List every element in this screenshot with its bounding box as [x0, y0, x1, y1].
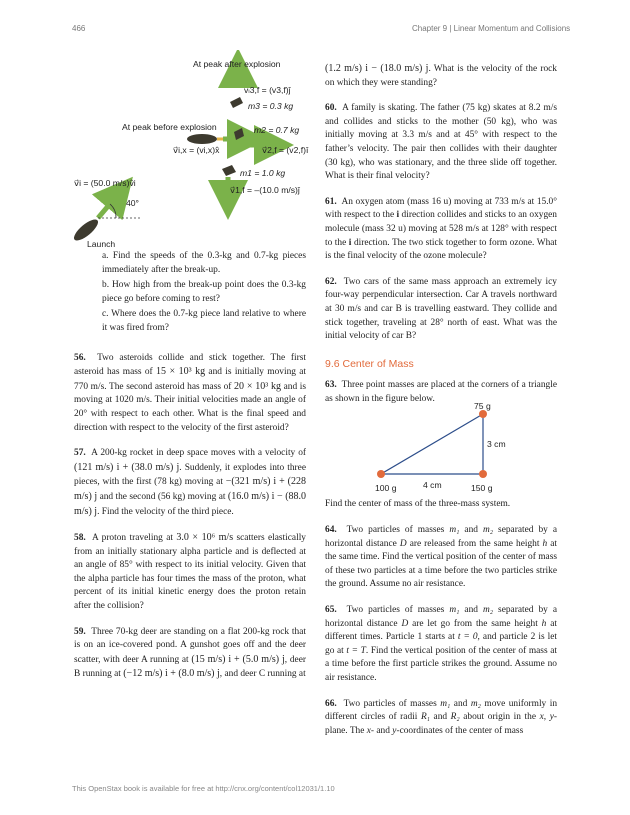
label-vi: v⃗i = (50.0 m/s)v̂i [74, 178, 136, 188]
label-angle: 40° [126, 198, 139, 208]
problem-60: 60. A family is skating. The father (75 kg) skates at 8.2 m/s and collides and sticks to the mother (50 kg), who was initially moving at 3.3 m/s and at 45° with respect to the father’s velocity. The pair then collides with their daughter (30 kg), who was stationary, and the three slide off together. What is their final velocity? [325, 103, 557, 182]
label-3cm: 3 cm [487, 439, 506, 450]
problem-55-c: c. Where does the 0.7-kg piece land relative to where it was fired from? [102, 309, 306, 333]
problem-62: 62. Two cars of the same mass approach an extremely icy four-way perpendicular intersection. Car A travels northward at 30 m/s and car B is travelling eastward. They collide and stick together, traveling at 28° north of east. What was the initial velocity of car B? [325, 276, 557, 342]
label-100g: 100 g [375, 483, 397, 494]
fragment-m1 [222, 165, 236, 176]
label-m1: m1 = 1.0 kg [240, 168, 286, 178]
label-vix: v⃗i,x = (vi,x)x̂ [173, 145, 220, 155]
problem-61: 61. An oxygen atom (mass 16 u) moving at 733 m/s at 15.0° with respect to the i direction collides and sticks to an oxygen molecule (mass 32 u) moving at 528 m/s at 128° with respect to the i direction. The two stick together to form ozone. What is the final velocity of the ozone molecule? [325, 196, 558, 262]
fragment-m3 [230, 97, 243, 108]
label-v1f: v⃗1,f = –(10.0 m/s)ĵ [230, 185, 300, 195]
problem-55-parts [102, 250, 306, 336]
problem-66: 66. Two particles of masses m₁ and m₂ move uniformly in different circles of radii R₁ and R₂ about origin in the x, y-plane. The x- and y-coordinates of the center of mass [325, 698, 558, 736]
vi-arrow [98, 192, 120, 218]
section-title: 9.6 Center of Mass [325, 357, 414, 370]
label-4cm: 4 cm [423, 480, 442, 491]
problem-63-question: Find the center of mass of the three-mass system. [325, 499, 511, 510]
label-peak-before: At peak before explosion [122, 122, 217, 132]
footer-note: This OpenStax book is available for free at http://cnx.org/content/col12031/1.10 [72, 784, 335, 793]
problem-56: 56. Two asteroids collide and stick together. The first asteroid has mass of 15 × 10³ kg and is initially moving at 770 m/s. The second asteroid has mass of 20 × 10³ kg and is moving at 1020 m/s. Their initial velocities made an angle of 20° with respect to each other. What is the final speed and direction with respect to the velocity of the first asteroid? [74, 352, 307, 433]
problem-57: 57. A 200-kg rocket in deep space moves with a velocity of (121 m/s) i + (38.0 m/s) j. Suddenly, it explodes into three pieces, with the first (78 kg) moving at −(321 m/s) i + (228 m/s) j and the second (56 kg) moving at (16.0 m/s) i − (88.0 m/s) j. Find the velocity of the third piece. [74, 448, 307, 517]
label-75g: 75 g [474, 401, 491, 412]
label-v2f: v⃗2,f = (v2,f)î [262, 145, 309, 155]
problem-65: 65. Two particles of masses m₁ and m₂ separated by a horizontal distance D are let go from the same height h at different times. Particle 1 starts at t = 0, and particle 2 is let go at t = T. Find the vertical position of the center of mass at a time before the first particle strikes the ground. Assume no air resistance. [325, 605, 558, 683]
label-m3: m3 = 0.3 kg [248, 101, 294, 111]
mass-150g [479, 470, 487, 478]
label-launch: Launch [87, 239, 116, 249]
problem-59: 59. Three 70-kg deer are standing on a flat 200-kg rock that is on an ice-covered pond. A gunshot goes off and the deer scatter, with deer A running at (15 m/s) i + (5.0 m/s) j, deer B running at (−12 m/s) i + (8.0 m/s) j, and deer C running at [74, 626, 306, 680]
problem-58: 58. A proton traveling at 3.0 × 10⁶ m/s scatters elastically from an initially stationary alpha particle and is deflected at an angle of 85° with respect to its initial velocity. Given that the alpha particle has four times the mass of the proton, what percent of its initial kinetic energy does the proton retain after the collision? [74, 532, 306, 612]
mass-100g [377, 470, 385, 478]
left-column [74, 250, 306, 694]
page-number: 466 [72, 24, 86, 33]
problem-59-cont: (1.2 m/s) i − (18.0 m/s) j. What is the velocity of the rock on which they were standing? [325, 63, 557, 88]
problem-55-a: a. Find the speeds of the 0.3-kg and 0.7-kg pieces immediately after the break-up. [102, 251, 306, 275]
problem-63: 63. Three point masses are placed at the corners of a triangle as shown in the figure below. [325, 380, 557, 404]
label-peak-after: At peak after explosion [193, 59, 281, 69]
label-m2: m2 = 0.7 kg [254, 125, 300, 135]
chapter-title: Chapter 9 | Linear Momentum and Collisions [412, 24, 571, 33]
right-column [325, 62, 557, 750]
problem-55-b: b. How high from the break-up point does the 0.3-kg piece go before coming to rest? [102, 280, 306, 304]
triangle-figure [325, 401, 557, 494]
label-v3f: vₗ3,f = (v3,f)ĵ [244, 85, 291, 95]
shell-before [187, 134, 217, 144]
problem-64: 64. Two particles of masses m₁ and m₂ separated by a horizontal distance D are released from the same height h at the same time. Find the vertical position of the center of mass of these two particles at a time before the two particles strike the ground. Assume no air resistance. [325, 525, 558, 590]
label-150g: 150 g [471, 483, 493, 494]
